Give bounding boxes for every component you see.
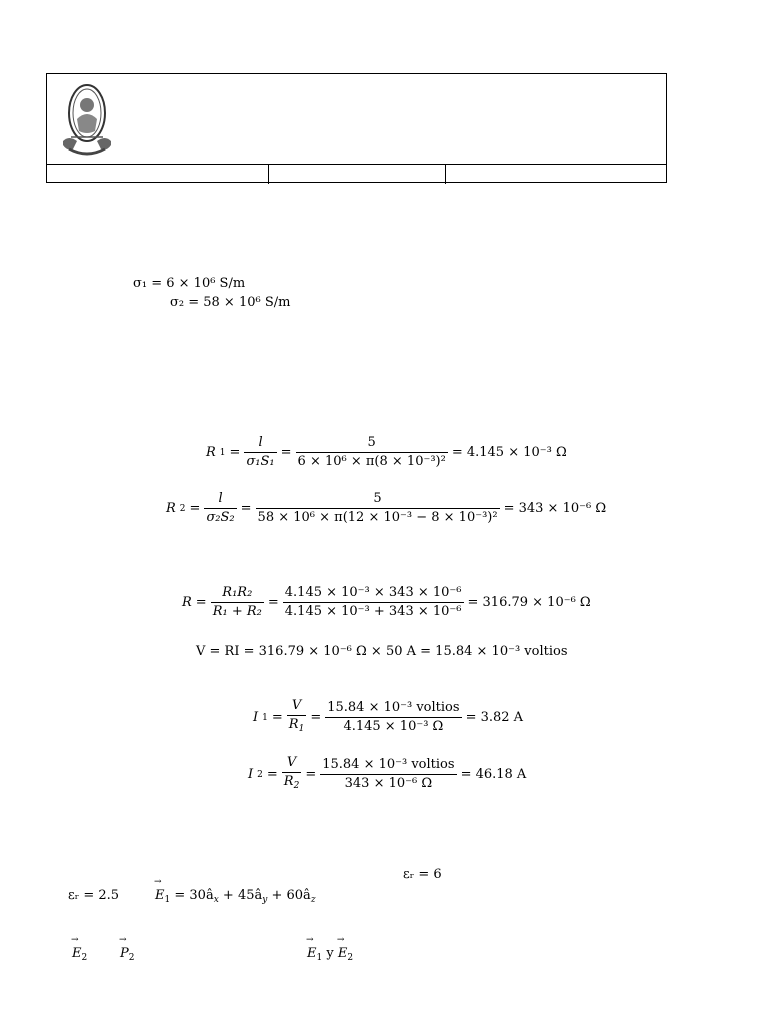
header-cell-2 [268,165,446,184]
parallel-resistance-equation: R = $\frac{\text{R₁R₂}}{\text{R₁ + R₂}}$ = $\frac{\text{4.145 × 10⁻³ × 343 × 10⁻⁶}}{\text{4.145 × 10⁻³ + 343 × 10⁻⁶}}$ = 316.79 × 10⁻⁶ Ω [182,585,591,619]
epsilon-r-right: εᵣ = 6 [403,867,442,882]
r1-equation: R 1 = $\frac{l}{\text{σ₁S₁}}$ = $\frac{5}{\text{6 × 10⁶ × π(8 × 10⁻³)²}}$ = 4.145 × 10⁻³ Ω [206,435,567,469]
p2-symbol: → $P_2$ [120,946,134,963]
i1-equation: I 1 = $\frac{V}{R_1}$ = $\frac{\text{15.84 × 10⁻³ voltios}}{\text{4.145 × 10⁻³ Ω}}$ = 3.82 A [253,698,524,734]
e1-field-equation: → $E_1$ = $30â_x$ + $45â_y$ + $60â_z$ [155,888,316,905]
voltage-equation: V = RI = 316.79 × 10⁻⁶ Ω × 50 A = 15.84 × 10⁻³ voltios [196,644,568,659]
header-table [46,73,667,183]
university-seal-icon [59,79,115,159]
e1-e2-symbols: → $E_1$ $y \to E_2$ [307,946,353,963]
r2-equation: R 2 = $\frac{l}{\text{σ₂S₂}}$ = $\frac{5}{\text{58 × 10⁶ × π(12 × 10⁻³ − 8 × 10⁻³)²}}$ = 343 × 10⁻⁶ Ω [166,491,607,525]
header-cell-1 [47,165,269,184]
i2-equation: I 2 = $\frac{V}{R_2}$ = $\frac{\text{15.84 × 10⁻³ voltios}}{\text{343 × 10⁻⁶ Ω}}$ = 46.18 A [248,755,527,791]
sigma2-line: σ₂ = 58 × 10⁶ S/m [170,295,291,310]
sigma1-line: σ₁ = 6 × 10⁶ S/m [133,276,246,291]
e2-symbol: → $E_2$ [72,946,87,963]
header-info-row [47,164,666,184]
epsilon-r-left: εᵣ = 2.5 [68,888,120,903]
